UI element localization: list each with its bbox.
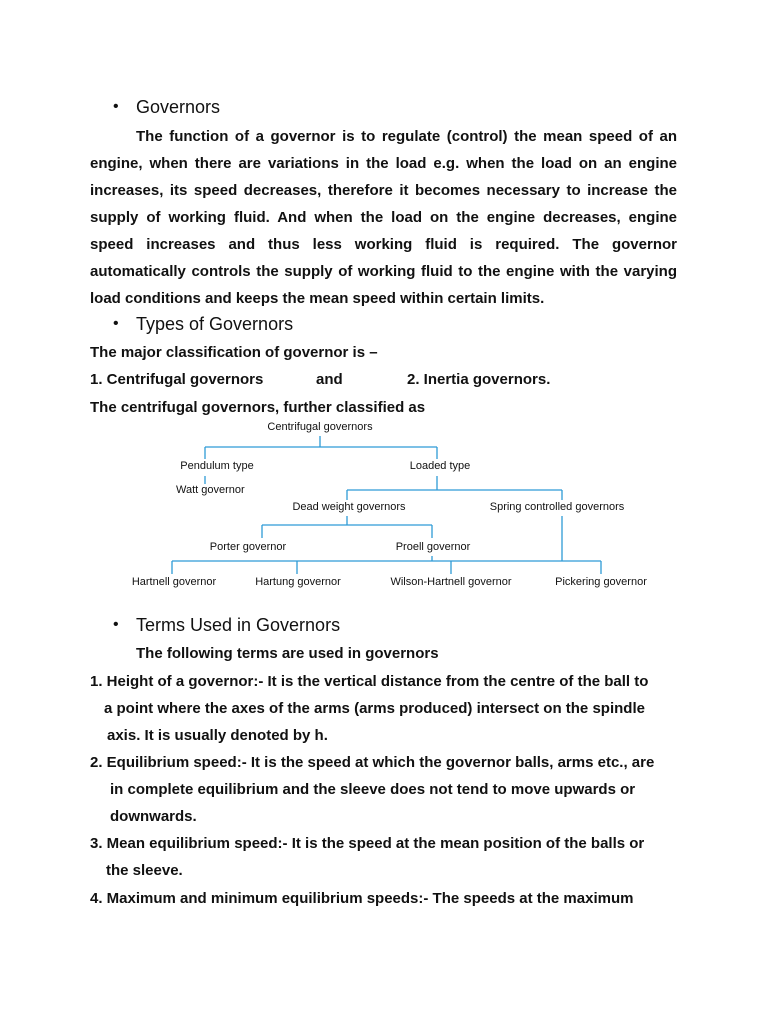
bullet-icon: • — [113, 98, 119, 115]
term-3-line-2: the sleeve. — [106, 862, 183, 879]
type-item-centrifugal: 1. Centrifugal governors — [90, 371, 264, 388]
classification-intro: The centrifugal governors, further classified as — [90, 399, 426, 416]
governors-paragraph-text: The function of a governor is to regulate (control) the mean speed of an engine, when there are variations in the load e.g. when the load on an engine increases, its speed decreases, therefore it becomes necessary to increase the supply of working fluid. And when the load on the engine decreases, engine speed increases and thus less working fluid is required. The governor automatically controls the supply of working fluid to the engine with the varying load conditions and keeps the mean speed within certain limits. — [90, 128, 677, 307]
term-4-line-1: 4. Maximum and minimum equilibrium speeds:- The speeds at the maximum — [90, 890, 634, 907]
bullet-icon: • — [113, 315, 119, 332]
section-heading-terms: Terms Used in Governors — [136, 615, 341, 635]
term-3-line-1: 3. Mean equilibrium speed:- It is the speed at the mean position of the balls or — [90, 835, 645, 852]
diagram-node-spring: Spring controlled governors — [489, 501, 625, 513]
diagram-node-wilson-hartnell: Wilson-Hartnell governor — [390, 576, 512, 588]
term-1-line-2: a point where the axes of the arms (arms produced) intersect on the spindle — [104, 700, 645, 717]
term-1-line-1: 1. Height of a governor:- It is the vertical distance from the centre of the ball to — [90, 673, 649, 690]
diagram-node-pickering: Pickering governor — [555, 576, 647, 588]
diagram-node-watt: Watt governor — [176, 484, 245, 496]
type-item-inertia: 2. Inertia governors. — [407, 371, 551, 388]
diagram-node-proell: Proell governor — [395, 541, 471, 553]
diagram-node-pendulum: Pendulum type — [180, 460, 254, 472]
terms-intro: The following terms are used in governors — [136, 645, 439, 662]
diagram-node-hartung: Hartung governor — [255, 576, 341, 588]
term-2-line-3: downwards. — [110, 808, 197, 825]
classification-line: The major classification of governor is – — [90, 344, 378, 361]
diagram-node-porter: Porter governor — [209, 541, 287, 553]
term-1-line-3: axis. It is usually denoted by h. — [107, 727, 328, 744]
diagram-node-root: Centrifugal governors — [267, 421, 373, 433]
diagram-node-dead-weight: Dead weight governors — [292, 501, 406, 513]
section-heading-types: Types of Governors — [136, 314, 294, 334]
diagram-node-hartnell: Hartnell governor — [131, 576, 217, 588]
diagram-node-loaded: Loaded type — [409, 460, 471, 472]
section-heading-governors: Governors — [136, 97, 221, 117]
bullet-icon: • — [113, 616, 119, 633]
term-2-line-1: 2. Equilibrium speed:- It is the speed at which the governor balls, arms etc., are — [90, 754, 655, 771]
type-conjunction: and — [316, 371, 343, 388]
term-2-line-2: in complete equilibrium and the sleeve does not tend to move upwards or — [110, 781, 636, 798]
